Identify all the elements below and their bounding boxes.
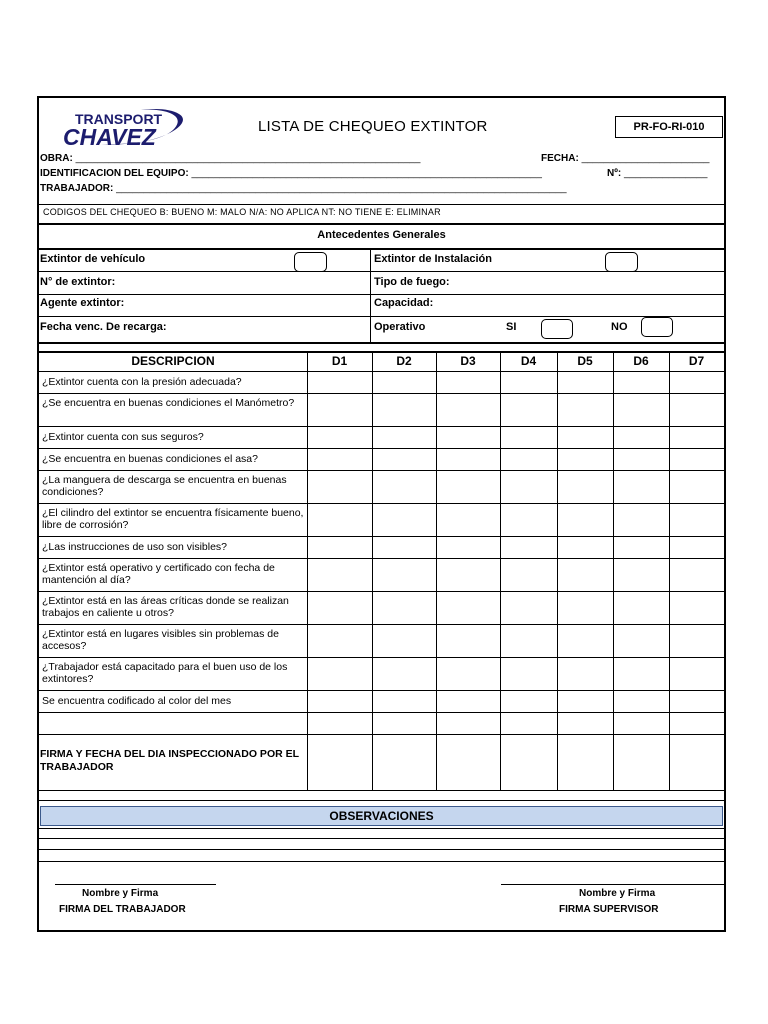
check-cell[interactable] [307,426,372,448]
operativo-label: Operativo [374,321,426,333]
question-text: ¿La manguera de descarga se encuentra en buenas condiciones? [42,474,287,498]
check-cell[interactable] [669,426,724,448]
capacidad-label: Capacidad: [374,297,434,309]
question-text: ¿Se encuentra en buenas condiciones el Manómetro? [42,397,295,409]
question-text: ¿Las instrucciones de uso son visibles? [42,541,228,553]
check-cell[interactable] [669,393,724,426]
column-divider [307,351,308,790]
supervisor-role-label: FIRMA SUPERVISOR [559,904,659,915]
check-cell[interactable] [436,712,500,734]
check-cell[interactable] [557,712,613,734]
fecha-recarga-label: Fecha venc. De recarga: [40,321,167,333]
si-label: SI [506,321,517,333]
check-cell[interactable] [669,712,724,734]
divider [39,271,724,272]
check-cell[interactable] [436,393,500,426]
no-label: NO [611,321,628,333]
check-cell[interactable] [307,393,372,426]
instalacion-checkbox[interactable] [605,252,638,272]
form-title: LISTA DE CHEQUEO EXTINTOR [258,118,488,135]
check-cell[interactable] [372,712,436,734]
check-cell[interactable] [500,470,557,503]
check-cell[interactable] [436,624,500,657]
trabajador-line: _________________________________________________________________________________ [116,183,567,194]
logo-swoosh-icon [61,104,191,150]
check-cell[interactable] [372,371,436,393]
check-cell[interactable] [500,591,557,624]
column-divider [372,351,373,790]
logo-main-text: CHAVEZ [63,124,156,150]
vehiculo-label: Extintor de vehículo [40,253,146,265]
check-cell[interactable] [372,558,436,591]
check-cell[interactable] [557,558,613,591]
checklist-table [39,351,724,802]
check-cell[interactable] [613,712,669,734]
agente-label: Agente extintor: [40,297,125,309]
check-cell[interactable] [436,448,500,470]
column-header-day: D1 [331,354,348,368]
check-cell[interactable] [372,690,436,712]
operativo-no-checkbox[interactable] [641,317,673,337]
check-cell[interactable] [669,657,724,690]
column-divider [669,351,670,790]
column-header-day: D6 [633,354,649,368]
obra-line: ______________________________________________________________ [75,153,421,164]
check-cell[interactable] [557,624,613,657]
column-divider [557,351,558,790]
check-cell[interactable] [613,690,669,712]
check-cell[interactable] [307,591,372,624]
instalacion-label: Extintor de Instalación [374,253,492,265]
signature-cell[interactable] [500,734,557,790]
check-cell[interactable] [613,536,669,558]
check-cell[interactable] [372,591,436,624]
general-title: Antecedentes Generales [317,229,446,241]
divider [39,223,724,225]
check-cell[interactable] [613,448,669,470]
check-cell[interactable] [557,426,613,448]
check-cell[interactable] [436,690,500,712]
check-cell[interactable] [307,371,372,393]
check-cell[interactable] [307,470,372,503]
check-cell[interactable] [557,371,613,393]
question-text: ¿Extintor está en lugares visibles sin problemas de accesos? [42,628,279,652]
tipo-fuego-label: Tipo de fuego: [374,276,450,288]
signature-cell[interactable] [372,734,436,790]
identificacion-field[interactable] [40,168,542,179]
check-cell[interactable] [436,426,500,448]
observation-line[interactable] [39,838,724,839]
divider [39,316,724,317]
check-cell[interactable] [613,558,669,591]
check-cell[interactable] [500,371,557,393]
check-cell[interactable] [372,536,436,558]
question-text: ¿Extintor está operativo y certificado con fecha de mantención al día? [42,562,275,586]
divider [39,248,724,250]
divider [39,342,724,344]
column-header-day: D5 [577,354,593,368]
check-cell[interactable] [436,503,500,536]
check-cell[interactable] [500,448,557,470]
fecha-line: _______________________ [581,153,710,164]
check-cell[interactable] [372,426,436,448]
check-cell[interactable] [613,470,669,503]
question-text: ¿Extintor está en las áreas críticas donde se realizan trabajos en caliente u otros? [42,595,289,619]
logo-top-text: TRANSPORT [75,111,163,127]
divider [39,204,724,205]
divider [39,294,724,295]
company-logo [61,104,191,150]
check-cell[interactable] [372,470,436,503]
signature-cell[interactable] [307,734,372,790]
check-cell[interactable] [436,657,500,690]
question-text: ¿Trabajador está capacitado para el buen uso de los extintores? [42,661,288,685]
signature-cell[interactable] [669,734,724,790]
check-cell[interactable] [307,624,372,657]
check-cell[interactable] [500,503,557,536]
fecha-label: FECHA: [541,153,579,164]
check-cell[interactable] [613,657,669,690]
check-cell[interactable] [613,624,669,657]
check-cell[interactable] [669,558,724,591]
worker-role-label: FIRMA DEL TRABAJADOR [59,904,186,915]
column-header-day: D2 [396,354,412,368]
check-cell[interactable] [557,393,613,426]
numero-field[interactable] [607,168,707,179]
supervisor-name-label: Nombre y Firma [579,888,656,899]
check-cell[interactable] [436,591,500,624]
codes-legend: CODIGOS DEL CHEQUEO B: BUENO M: MALO N/A: NO APLICA NT: NO TIENE E: ELIMINAR [43,207,441,217]
check-cell[interactable] [669,591,724,624]
trabajador-label: TRABAJADOR: [40,183,114,194]
check-cell[interactable] [500,624,557,657]
column-divider [436,351,437,790]
check-cell[interactable] [500,690,557,712]
check-cell[interactable] [669,624,724,657]
check-cell[interactable] [669,536,724,558]
divider [370,248,371,342]
check-cell[interactable] [307,690,372,712]
check-cell[interactable] [307,536,372,558]
question-text: ¿Extintor cuenta con la presión adecuada? [42,376,242,388]
observation-line[interactable] [39,849,724,850]
check-cell[interactable] [557,657,613,690]
check-cell[interactable] [613,371,669,393]
check-cell[interactable] [307,558,372,591]
question-text: ¿Se encuentra en buenas condiciones el asa? [42,453,258,465]
check-cell[interactable] [372,624,436,657]
document-code: PR-FO-RI-010 [615,116,723,138]
check-cell[interactable] [500,558,557,591]
check-cell[interactable] [436,371,500,393]
column-divider [500,351,501,790]
check-cell[interactable] [307,657,372,690]
obra-label: OBRA: [40,153,73,164]
fecha-field[interactable] [541,153,709,164]
column-header-day: D7 [688,354,705,368]
question-text: ¿Extintor cuenta con sus seguros? [42,431,204,443]
column-divider [613,351,614,790]
check-cell[interactable] [669,503,724,536]
question-text: ¿El cilindro del extintor se encuentra físicamente bueno, libre de corrosión? [42,507,304,531]
operativo-si-checkbox[interactable] [541,319,573,339]
checklist-form [37,96,726,932]
check-cell[interactable] [307,712,372,734]
check-cell[interactable] [500,712,557,734]
signature-cell[interactable] [557,734,613,790]
observaciones-header: OBSERVACIONES [40,806,723,826]
trabajador-field[interactable] [40,183,567,194]
check-cell[interactable] [500,657,557,690]
divider [39,351,724,353]
check-cell[interactable] [557,536,613,558]
check-cell[interactable] [669,470,724,503]
check-cell[interactable] [500,393,557,426]
check-cell[interactable] [669,371,724,393]
check-cell[interactable] [436,470,500,503]
signature-row-label: FIRMA Y FECHA DEL DIA INSPECCIONADO POR EL TRABAJADOR [40,748,299,773]
check-cell[interactable] [500,536,557,558]
numero-line: _______________ [624,168,708,179]
check-cell[interactable] [613,503,669,536]
observation-line[interactable] [39,828,724,829]
numero-extintor-label: N° de extintor: [40,276,116,288]
worker-name-label: Nombre y Firma [82,888,159,899]
observation-line[interactable] [39,861,724,862]
check-cell[interactable] [372,503,436,536]
worker-signature-line[interactable] [55,884,216,885]
question-text: Se encuentra codificado al color del mes [42,695,232,707]
column-header-day: D3 [460,354,476,368]
identificacion-line: _______________________________________________________________ [191,168,542,179]
check-cell[interactable] [613,591,669,624]
check-cell[interactable] [613,393,669,426]
check-cell[interactable] [436,558,500,591]
check-cell[interactable] [372,448,436,470]
check-cell[interactable] [557,690,613,712]
check-cell[interactable] [307,503,372,536]
check-cell[interactable] [669,448,724,470]
column-header-day: D4 [520,354,537,368]
check-cell[interactable] [500,426,557,448]
identificacion-label: IDENTIFICACION DEL EQUIPO: [40,168,189,179]
numero-label: Nº: [607,168,622,179]
vehiculo-checkbox[interactable] [294,252,327,272]
column-header-descripcion: DESCRIPCION [131,354,215,368]
signature-cell[interactable] [613,734,669,790]
check-cell[interactable] [372,657,436,690]
check-cell[interactable] [613,426,669,448]
check-cell[interactable] [557,503,613,536]
divider [39,790,724,791]
check-cell[interactable] [557,470,613,503]
check-cell[interactable] [557,591,613,624]
signature-cell[interactable] [436,734,500,790]
check-cell[interactable] [557,448,613,470]
check-cell[interactable] [436,536,500,558]
supervisor-signature-line[interactable] [501,884,726,885]
check-cell[interactable] [307,448,372,470]
divider [39,800,724,801]
check-cell[interactable] [669,690,724,712]
check-cell[interactable] [372,393,436,426]
obra-field[interactable] [40,153,420,164]
